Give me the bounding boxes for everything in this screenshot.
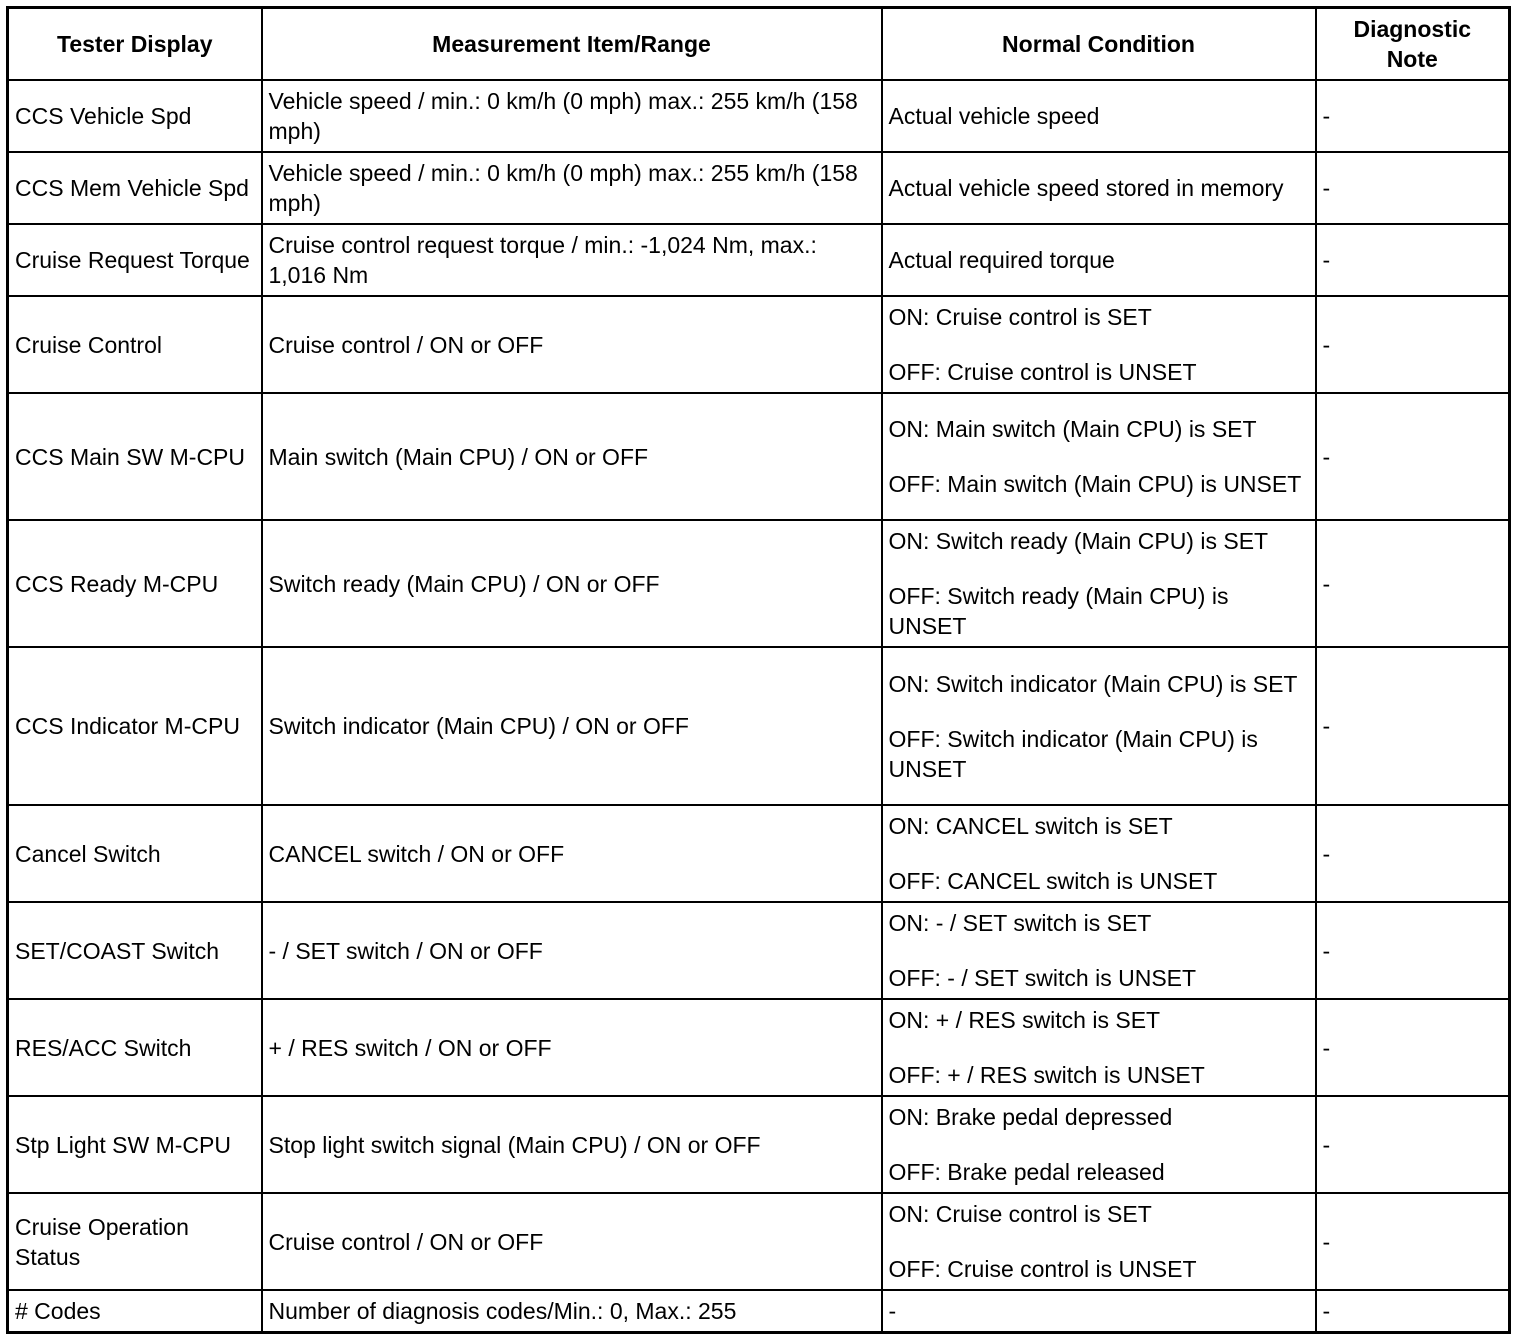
header-row <box>8 8 1510 81</box>
condition-line: OFF: Cruise control is UNSET <box>888 359 1197 385</box>
normal-condition-cell <box>882 805 1316 902</box>
table-body <box>8 80 1510 1332</box>
measurement-item-cell: Number of diagnosis codes/Min.: 0, Max.: 255 <box>262 1290 882 1332</box>
diagnostic-note-cell: - <box>1316 393 1510 520</box>
condition-line: ON: Main switch (Main CPU) is SET <box>888 416 1257 442</box>
table-row <box>8 902 1510 999</box>
condition-line: ON: Cruise control is SET <box>888 304 1152 330</box>
tester-display-cell: Cruise Request Torque <box>8 224 262 296</box>
table-row <box>8 152 1510 224</box>
tester-display-cell: CCS Ready M-CPU <box>8 520 262 647</box>
diagnostic-note-cell: - <box>1316 805 1510 902</box>
diagnostic-note-cell: - <box>1316 224 1510 296</box>
condition-line: ON: Cruise control is SET <box>888 1201 1152 1227</box>
normal-condition-cell <box>882 902 1316 999</box>
condition-line: OFF: CANCEL switch is UNSET <box>888 868 1218 894</box>
condition-spacer <box>889 1035 1309 1060</box>
condition-line: ON: CANCEL switch is SET <box>888 813 1173 839</box>
normal-condition-cell <box>882 520 1316 647</box>
condition-spacer <box>889 444 1309 469</box>
measurement-item-cell: CANCEL switch / ON or OFF <box>262 805 882 902</box>
measurement-item-cell: Vehicle speed / min.: 0 km/h (0 mph) max.: 255 km/h (158 mph) <box>262 152 882 224</box>
diagnostic-note-cell: - <box>1316 152 1510 224</box>
tester-display-cell: Cruise Control <box>8 296 262 393</box>
condition-line: ON: Switch ready (Main CPU) is SET <box>888 528 1269 554</box>
normal-condition-cell <box>882 647 1316 805</box>
condition-spacer <box>889 699 1309 724</box>
diagnostic-note-cell: - <box>1316 999 1510 1096</box>
tester-display-cell: CCS Indicator M-CPU <box>8 647 262 805</box>
condition-spacer <box>889 332 1309 357</box>
normal-condition-cell <box>882 1290 1316 1332</box>
normal-condition-cell <box>882 80 1316 152</box>
table-row <box>8 296 1510 393</box>
condition-line: OFF: Cruise control is UNSET <box>888 1256 1197 1282</box>
tester-display-cell: CCS Mem Vehicle Spd <box>8 152 262 224</box>
tester-display-cell: Stp Light SW M-CPU <box>8 1096 262 1193</box>
diagnostic-note-cell: - <box>1316 1096 1510 1193</box>
measurement-item-cell: Main switch (Main CPU) / ON or OFF <box>262 393 882 520</box>
tester-display-cell: CCS Main SW M-CPU <box>8 393 262 520</box>
tester-display-cell: SET/COAST Switch <box>8 902 262 999</box>
condition-spacer <box>889 1229 1309 1254</box>
normal-condition-cell <box>882 152 1316 224</box>
normal-condition-cell <box>882 999 1316 1096</box>
diagnostic-note-cell: - <box>1316 520 1510 647</box>
header-diagnostic-note: Diagnostic Note <box>1316 8 1510 81</box>
tester-display-cell: Cruise Operation Status <box>8 1193 262 1290</box>
condition-line: ON: + / RES switch is SET <box>888 1007 1161 1033</box>
measurement-item-cell: + / RES switch / ON or OFF <box>262 999 882 1096</box>
table-row <box>8 805 1510 902</box>
condition-line: OFF: Switch ready (Main CPU) is UNSET <box>888 583 1229 639</box>
table-row <box>8 999 1510 1096</box>
tester-display-cell: CCS Vehicle Spd <box>8 80 262 152</box>
normal-condition-cell <box>882 296 1316 393</box>
table-row <box>8 80 1510 152</box>
header-normal-condition: Normal Condition <box>882 8 1316 81</box>
condition-line: OFF: Switch indicator (Main CPU) is UNSET <box>888 725 1258 782</box>
table-row <box>8 647 1510 805</box>
measurement-item-cell: Stop light switch signal (Main CPU) / ON or OFF <box>262 1096 882 1193</box>
measurement-item-cell: Cruise control request torque / min.: -1,024 Nm, max.: 1,016 Nm <box>262 224 882 296</box>
diagnostic-note-cell: - <box>1316 80 1510 152</box>
condition-line: Actual required torque <box>888 247 1115 273</box>
table-row <box>8 1096 1510 1193</box>
tester-display-cell: Cancel Switch <box>8 805 262 902</box>
condition-line: ON: Switch indicator (Main CPU) is SET <box>888 670 1298 697</box>
diagnostic-note-cell: - <box>1316 902 1510 999</box>
diagnostic-note-cell: - <box>1316 647 1510 805</box>
condition-spacer <box>889 1132 1309 1157</box>
header-measurement-item: Measurement Item/Range <box>262 8 882 81</box>
measurement-item-cell: Vehicle speed / min.: 0 km/h (0 mph) max.: 255 km/h (158 mph) <box>262 80 882 152</box>
condition-line: Actual vehicle speed stored in memory <box>888 175 1284 201</box>
measurement-item-cell: Cruise control / ON or OFF <box>262 1193 882 1290</box>
condition-spacer <box>889 938 1309 963</box>
measurement-item-cell: - / SET switch / ON or OFF <box>262 902 882 999</box>
normal-condition-cell <box>882 393 1316 520</box>
condition-line: OFF: + / RES switch is UNSET <box>888 1062 1205 1088</box>
table-row <box>8 1290 1510 1332</box>
table-row <box>8 224 1510 296</box>
tester-display-cell: # Codes <box>8 1290 262 1332</box>
condition-line: ON: Brake pedal depressed <box>888 1104 1173 1130</box>
condition-line: OFF: Main switch (Main CPU) is UNSET <box>888 471 1302 497</box>
diagnostic-note-cell: - <box>1316 1290 1510 1332</box>
measurement-item-cell: Cruise control / ON or OFF <box>262 296 882 393</box>
condition-spacer <box>889 556 1309 581</box>
table-row <box>8 520 1510 647</box>
normal-condition-cell <box>882 224 1316 296</box>
data-list-table <box>6 6 1511 1334</box>
condition-line: Actual vehicle speed <box>888 103 1100 129</box>
condition-line: - <box>888 1297 897 1324</box>
diagnostic-note-cell: - <box>1316 1193 1510 1290</box>
header-tester-display: Tester Display <box>8 8 262 81</box>
measurement-item-cell: Switch indicator (Main CPU) / ON or OFF <box>262 647 882 805</box>
condition-spacer <box>889 841 1309 866</box>
condition-line: OFF: Brake pedal released <box>888 1159 1165 1185</box>
normal-condition-cell <box>882 1193 1316 1290</box>
normal-condition-cell <box>882 1096 1316 1193</box>
condition-line: ON: - / SET switch is SET <box>888 910 1152 936</box>
diagnostic-note-cell: - <box>1316 296 1510 393</box>
tester-display-cell: RES/ACC Switch <box>8 999 262 1096</box>
table-row <box>8 393 1510 520</box>
condition-line: OFF: - / SET switch is UNSET <box>888 965 1197 991</box>
table-row <box>8 1193 1510 1290</box>
measurement-item-cell: Switch ready (Main CPU) / ON or OFF <box>262 520 882 647</box>
